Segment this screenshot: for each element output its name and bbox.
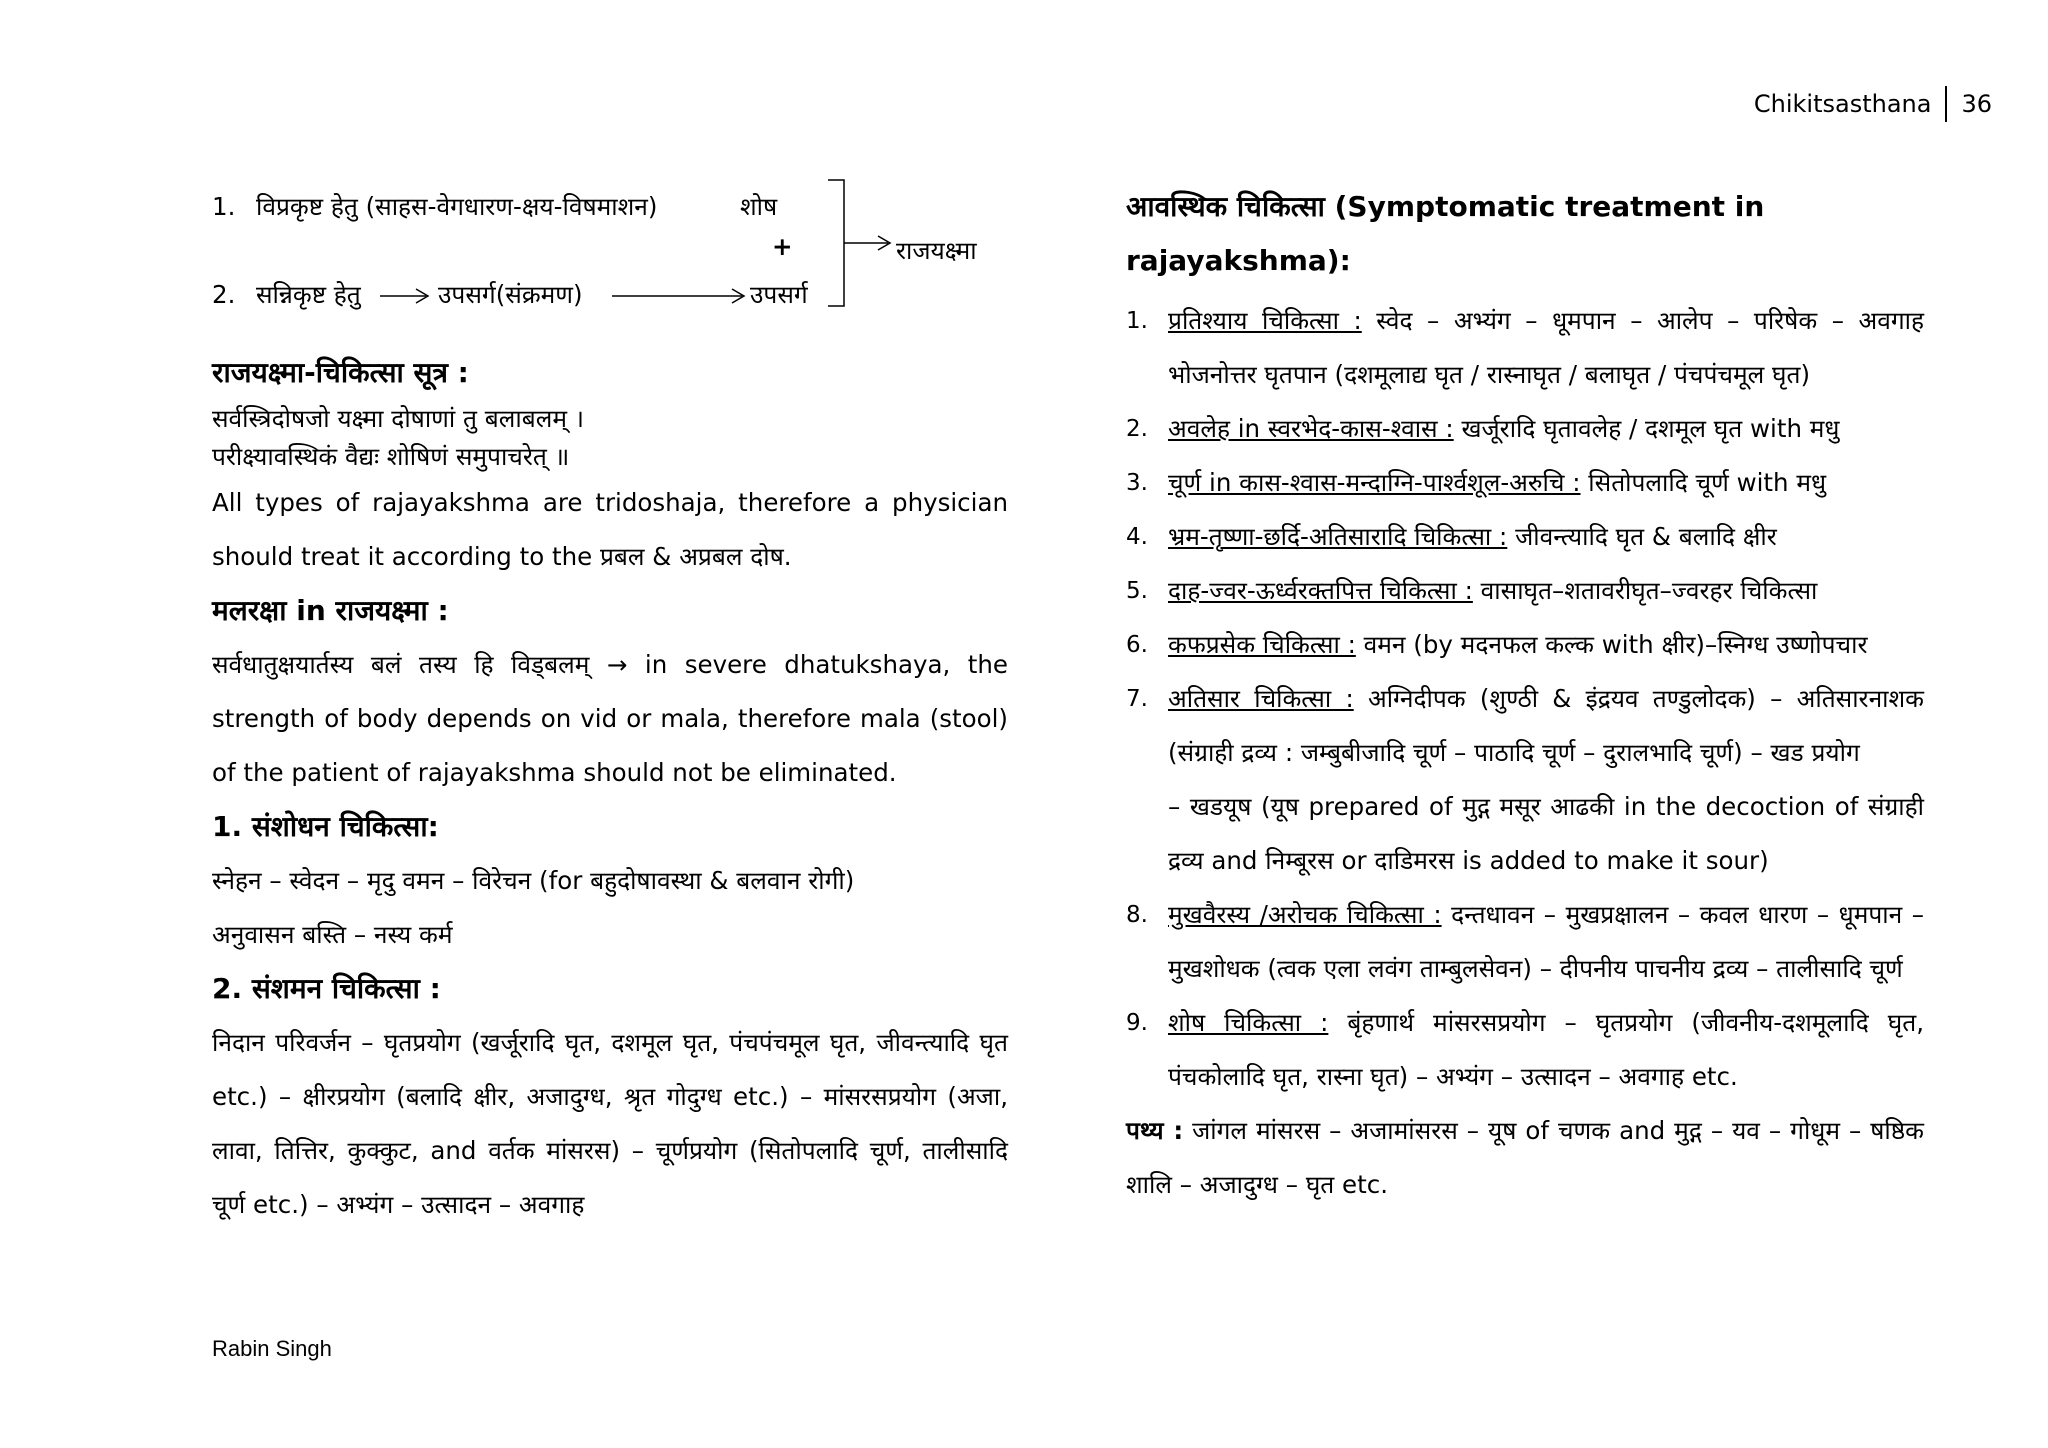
item-title: मुखवैरस्य /अरोचक चिकित्सा :: [1168, 900, 1442, 929]
diagram-row1-right: शोष: [740, 192, 778, 221]
shodhana-heading: 1. संशोधन चिकित्सा:: [212, 810, 439, 843]
item-number: 5.: [1126, 578, 1148, 604]
shodhana-line2: अनुवासन बस्ति – नस्य कर्म: [212, 920, 453, 949]
sutra-verse-line1: सर्वस्त्रिदोषजो यक्ष्मा दोषाणां तु बलाबलम् ।: [212, 404, 585, 433]
sutra-verse-line2: परीक्ष्यावस्थिकं वैद्यः शोषिणं समुपाचरेत् ॥: [212, 442, 570, 471]
item-text: स्वेद – अभ्यंग – धूमपान – आलेप – परिषेक – अवगाह भोजनोत्तर घृतपान (दशमूलाद्य घृत / रास्नाघृत / बलाघृत / पंचपंचमूल घृत): [1168, 306, 1924, 389]
item-number: 9.: [1126, 1010, 1148, 1036]
item-body: [1168, 402, 1924, 456]
item-title: अतिसार चिकित्सा :: [1168, 684, 1354, 713]
treatment-item: [1126, 564, 1924, 618]
item-body: [1168, 888, 1924, 996]
item-number: 1.: [1126, 308, 1148, 334]
item-text: सितोपलादि चूर्ण with मधु: [1580, 468, 1827, 497]
symptomatic-heading: आवस्थिक चिकित्सा (Symptomatic treatment in rajayakshma):: [1126, 190, 1765, 277]
item-text: वासाघृत–शतावरीघृत–ज्वरहर चिकित्सा: [1472, 576, 1818, 605]
treatment-list: [1126, 294, 1924, 1104]
right-column: [1126, 180, 1924, 1212]
diagram-row2-number: 2.: [212, 280, 236, 309]
diagram-row1-number: 1.: [212, 192, 236, 221]
left-column: [212, 180, 1008, 1232]
diagram-plus: +: [772, 232, 793, 261]
treatment-item: [1126, 510, 1924, 564]
item-title: शोष चिकित्सा :: [1168, 1008, 1329, 1037]
treatment-item: [1126, 672, 1924, 888]
footer-author: Rabin Singh: [212, 1336, 332, 1361]
item-body: [1168, 294, 1924, 402]
item-body: [1168, 618, 1924, 672]
treatment-item: [1126, 888, 1924, 996]
item-title: भ्रम-तृष्णा-छर्दि-अतिसारादि चिकित्सा :: [1168, 522, 1508, 551]
malaraksha-paragraph: सर्वधातुक्षयार्तस्य बलं तस्य हि विड्बलम् → in severe dhatukshaya, the strength of body depends on vid or mala, therefore mala (stool) of the patient of rajayakshma should not be eliminated.: [212, 650, 1008, 787]
item-title: अवलेह in स्वरभेद-कास-श्वास :: [1168, 414, 1454, 443]
cause-diagram: [212, 180, 1008, 326]
item-body: [1168, 996, 1924, 1104]
page-number: 36: [1961, 90, 1992, 118]
pathya-text: जांगल मांसरस – अजामांसरस – यूष of चणक and मुद्ग – यव – गोधूम – षष्ठिक शालि – अजादुग्ध – घृत etc.: [1126, 1116, 1924, 1199]
item-extra: – खडयूष (यूष prepared of मुद्ग मसूर आढकी in the decoction of संग्राही द्रव्य and निम्बूरस or दाडिमरस is added to make it sour): [1168, 792, 1924, 875]
diagram-result: राजयक्ष्मा: [896, 236, 977, 265]
item-title: प्रतिश्याय चिकित्सा :: [1168, 306, 1362, 335]
item-text: बृंहणार्थ मांसरसप्रयोग – घृतप्रयोग (जीवनीय-दशमूलादि घृत, पंचकोलादि घृत, रास्ना घृत) – अभ्यंग – उत्सादन – अवगाह etc.: [1168, 1008, 1924, 1091]
item-number: 2.: [1126, 416, 1148, 442]
item-title: दाह-ज्वर-ऊर्ध्वरक्तपित्त चिकित्सा :: [1168, 576, 1473, 605]
pathya-paragraph: [1126, 1104, 1924, 1212]
item-text: वमन (by मदनफल कल्क with क्षीर)–स्निग्ध उष्णोपचार: [1355, 630, 1868, 659]
shamana-heading: 2. संशमन चिकित्सा :: [212, 972, 441, 1005]
item-body: [1168, 564, 1924, 618]
item-text: दन्तधावन – मुखप्रक्षालन – कवल धारण – धूमपान – मुखशोधक (त्वक एला लवंग ताम्बुलसेवन) – दीपनीय पाचनीय द्रव्य – तालीसादि चूर्ण: [1168, 900, 1924, 983]
item-body: [1168, 672, 1924, 888]
sutra-heading: राजयक्ष्मा-चिकित्सा सूत्र :: [212, 356, 469, 389]
page-header: [1754, 86, 1992, 122]
treatment-item: [1126, 456, 1924, 510]
diagram-row2-text: सन्निकृष्ट हेतु: [256, 280, 361, 309]
item-text: जीवन्त्यादि घृत & बलादि क्षीर: [1507, 522, 1777, 551]
diagram-row2-right: उपसर्ग: [750, 280, 808, 309]
item-number: 6.: [1126, 632, 1148, 658]
tridoshaja-paragraph: All types of rajayakshma are tridoshaja, therefore a physician should treat it according to the प्रबल & अप्रबल दोष.: [212, 488, 1008, 571]
treatment-item: [1126, 294, 1924, 402]
pathya-label: पथ्य :: [1126, 1116, 1184, 1145]
item-body: [1168, 510, 1924, 564]
item-title: कफप्रसेक चिकित्सा :: [1168, 630, 1356, 659]
item-number: 3.: [1126, 470, 1148, 496]
item-text: अग्निदीपक (शुण्ठी & इंद्रयव तण्डुलोदक) – अतिसारनाशक (संग्राही द्रव्य : जम्बुबीजादि चूर्ण – पाठादि चूर्ण – दुरालभादि चूर्ण) – खड प्रयोग: [1168, 684, 1924, 767]
item-number: 7.: [1126, 686, 1148, 712]
malaraksha-heading: मलरक्षा in राजयक्ष्मा :: [212, 594, 449, 627]
shodhana-line1: स्नेहन – स्वेदन – मृदु वमन – विरेचन (for बहुदोषावस्था & बलवान रोगी): [212, 866, 855, 895]
header-divider: [1945, 86, 1947, 122]
item-body: [1168, 456, 1924, 510]
item-number: 4.: [1126, 524, 1148, 550]
diagram-row2-mid: उपसर्ग(संक्रमण): [438, 280, 583, 309]
shamana-paragraph: निदान परिवर्जन – घृतप्रयोग (खर्जूरादि घृत, दशमूल घृत, पंचपंचमूल घृत, जीवन्त्यादि घृत etc.) – क्षीरप्रयोग (बलादि क्षीर, अजादुग्ध, श्रृत गोदुग्ध etc.) – मांसरसप्रयोग (अजा, लावा, तित्तिर, कुक्कुट, and वर्तक मांसरस) – चूर्णप्रयोग (सितोपलादि चूर्ण, तालीसादि चूर्ण etc.) – अभ्यंग – उत्सादन – अवगाह: [212, 1028, 1008, 1219]
treatment-item: [1126, 618, 1924, 672]
diagram-arrows: [212, 180, 213, 181]
item-title: चूर्ण in कास-श्वास-मन्दाग्नि-पार्श्वशूल-अरुचि :: [1168, 468, 1581, 497]
item-text: खर्जूरादि घृतावलेह / दशमूल घृत with मधु: [1453, 414, 1840, 443]
treatment-item: [1126, 996, 1924, 1104]
treatment-item: [1126, 402, 1924, 456]
item-number: 8.: [1126, 902, 1148, 928]
chapter-title: Chikitsasthana: [1753, 90, 1932, 118]
diagram-row1-text: विप्रकृष्ट हेतु (साहस-वेगधारण-क्षय-विषमाशन): [256, 192, 658, 221]
